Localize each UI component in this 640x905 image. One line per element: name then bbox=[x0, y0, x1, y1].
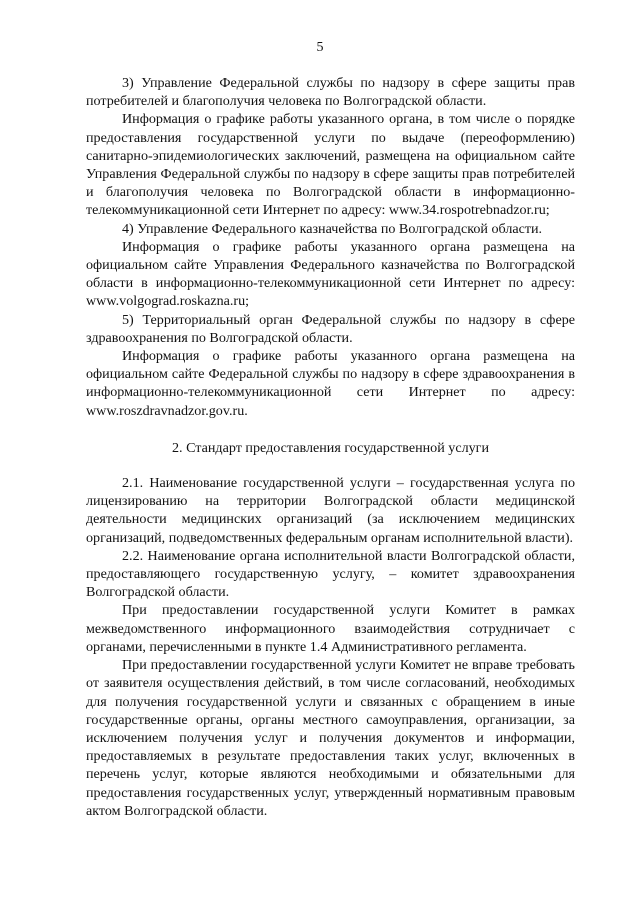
paragraph-item-4-info: Информация о графике работы указанного органа размещена на официальном сайте Управления Федерального казначейства по Волгоградской области в информационно-телекоммуникационной сети Интернет по адресу: www.volgograd.roskazna.ru; bbox=[86, 238, 575, 310]
paragraph-restrictions: При предоставлении государственной услуги Комитет не вправе требовать от заявителя осуществления действий, в том числе согласований, необходимых для получения государственной услуги и связанных с обращением в иные государственные органы, органы местного самоуправления, организации, за исключением получения услуг и получения документов и информации, предоставляемых в результате предоставления таких услуг, включенных в перечень услуг, которые являются необходимыми и обязательными для предоставления государственных услуг, утвержденный нормативным правовым актом Волгоградской области. bbox=[86, 657, 575, 819]
paragraph-item-3: 3) Управление Федеральной службы по надзору в сфере защиты прав потребителей и благополучия человека по Волгоградской области. bbox=[86, 75, 575, 110]
page-number: 5 bbox=[316, 40, 324, 55]
paragraph-2-1: 2.1. Наименование государственной услуги – государственная услуга по лицензированию на территории Волгоградской области медицинской деятельности медицинских организаций (за исключением медицинских организаций, подведомственных федеральным органам исполнительной власти). bbox=[86, 475, 575, 546]
paragraph-2-2: 2.2. Наименование органа исполнительной власти Волгоградской области, предоставляющего государственную услугу, – комитет здравоохранения Волгоградской области. bbox=[86, 547, 575, 601]
paragraph-item-4: 4) Управление Федерального казначейства по Волгоградской области. bbox=[122, 220, 543, 237]
paragraph-item-3-info: Информация о графике работы указанного органа, в том числе о порядке предоставления государственной услуги по выдаче (переоформлению) санитарно-эпидемиологических заключений, размещена на официальном сайте Управления Федеральной службы по надзору в сфере защиты прав потребителей и благополучия человека по Волгоградской области в информационно-телекоммуникационной сети Интернет по адресу: www.34.rospotrebnadzor.ru; bbox=[86, 111, 575, 219]
paragraph-item-5: 5) Территориальный орган Федеральной службы по надзору в сфере здравоохранения по Волгоградской области. bbox=[86, 311, 575, 346]
document-body bbox=[86, 74, 575, 820]
paragraph-item-5-info: Информация о графике работы указанного органа размещена на официальном сайте Федеральной службы по надзору в сфере здравоохранения в информационно-телекоммуникационной сети Интернет по адресу: www.roszdravnadzor.gov.ru. bbox=[86, 348, 575, 419]
paragraph-interaction: При предоставлении государственной услуги Комитет в рамках межведомственного информационного взаимодействия сотрудничает с органами, перечисленными в пункте 1.4 Административного регламента. bbox=[86, 602, 575, 655]
section-heading: 2. Стандарт предоставления государственной услуги bbox=[172, 439, 489, 456]
